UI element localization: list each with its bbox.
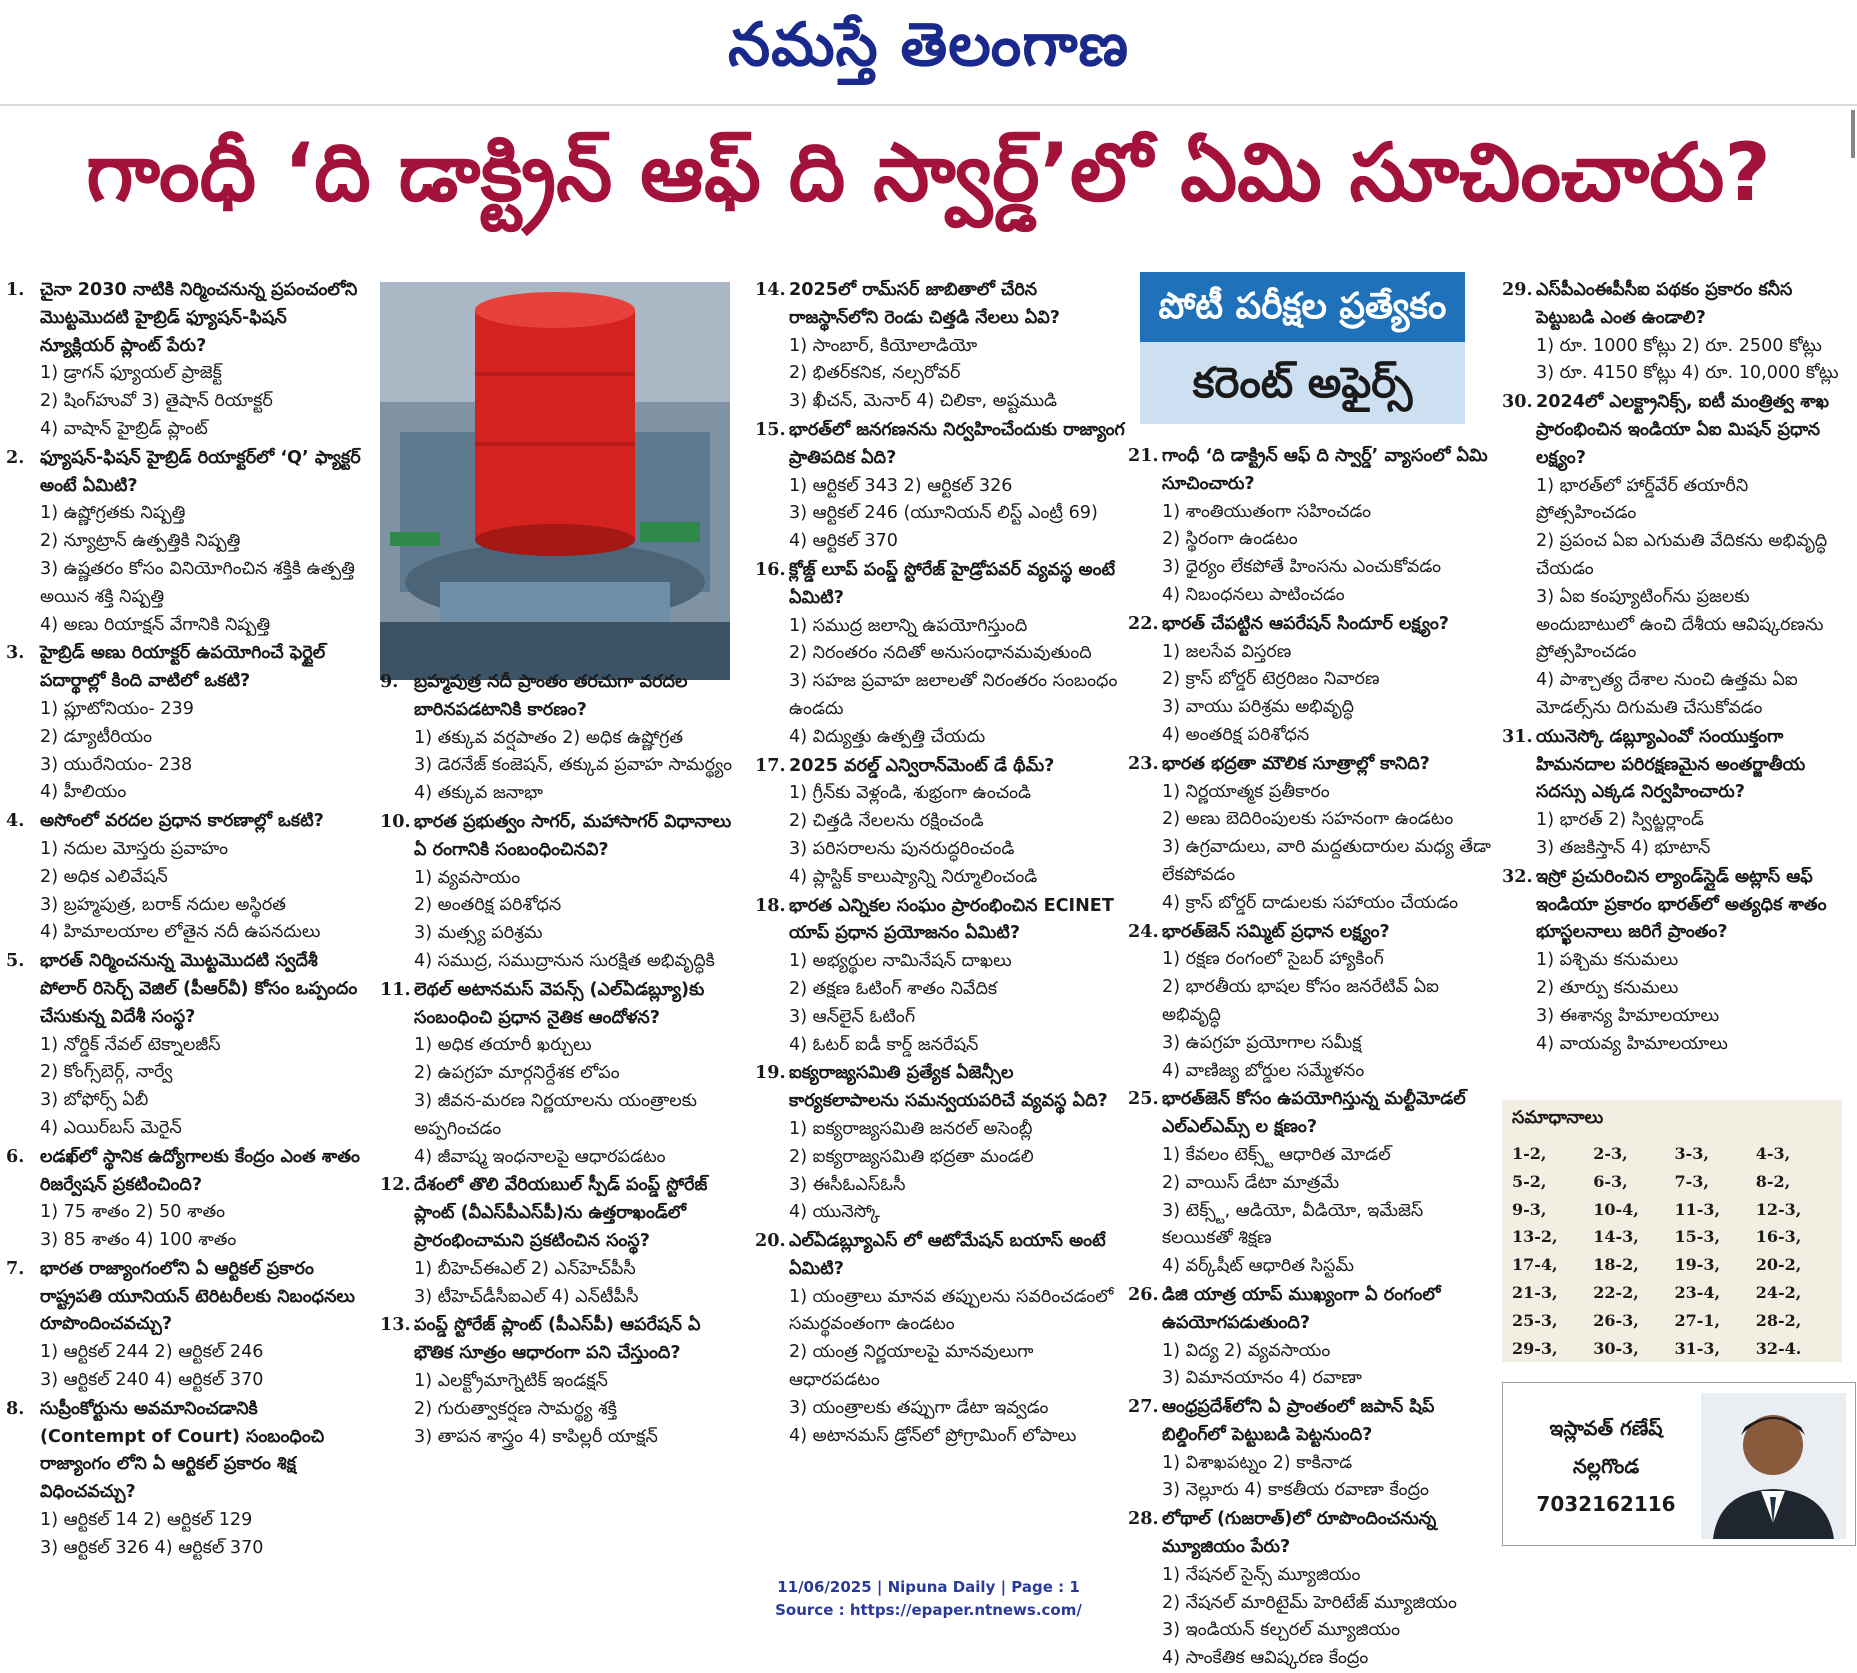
question-number: 12. [380,1174,411,1196]
question-item [755,892,1125,1060]
question-body: పంప్డ్‌ స్టోరేజ్‌ ప్లాంట్‌ (పీఎస్‌పీ) ఆపరేషన్‌ ఏ భౌతిక సూత్రం ఆధారంగా పని చేస్తుంది? [414,1315,701,1364]
question-option: 2) చిత్తడి నేలలను రక్షించండి [789,811,984,832]
question-item [755,276,1125,416]
question-body: భారత్‌ నిర్మించనున్న మొట్టమొదటి స్వదేశీ పోలార్‌ రిసెర్చ్‌ వెజిల్‌ (పీఆర్‌వీ) కోసం ఒప్పందం చేసుకున్న విదేశీ సంస్థ? [40,951,358,1027]
badge-title: పోటీ పరీక్షల ప్రత్యేకం [1140,272,1465,342]
question-number: 15. [755,418,786,440]
question-option: 2) అధిక ఎలివేషన్‌ [40,866,168,887]
question-text [6,1143,366,1200]
answer-cell: 11-3, [1674,1199,1721,1219]
question-item [1128,918,1498,1086]
answer-cell: 2-3, [1593,1144,1628,1163]
question-item [755,416,1125,556]
question-text [6,276,366,360]
question-option: 2) స్థిరంగా ఉండటం [1162,529,1298,550]
column-5 [1502,276,1852,1058]
question-body: భారత్‌జెన్‌ కోసం ఉపయోగిస్తున్న మల్టీమోడల్‌ ఎల్‌ఎల్‌ఎమ్స్‌ ల క్షణం? [1162,1089,1466,1138]
question-option: 3) టీహెచ్‌డీసీఐఎల్‌ 4) ఎన్‌టీపీసీ [414,1286,639,1307]
question-number: 1. [6,279,25,300]
question-number: 7. [6,1257,25,1279]
question-option: 2) అంతరిక్ష పరిశోధన [414,895,562,916]
question-option: 3) ఆర్టికల్‌ 246 (యూనియన్‌ లిస్ట్‌ ఎంట్రీ 69) [789,503,1098,524]
question-option: 1) భారత్‌లో హార్డ్‌వేర్‌ తయారీని ప్రోత్సహించడం [1536,475,1749,524]
question-text [1502,723,1852,807]
question-option: 2) తక్షణ ఓటింగ్‌ శాతం నివేదిక [789,978,998,999]
question-option: 2) కోంగ్స్‌బెర్గ్‌, నార్వే [40,1062,173,1083]
question-number: 14. [755,279,786,300]
question-option: 3) ఏఐ కంప్యూటింగ్‌ను ప్రజలకు అందుబాటులో ఉంచి దేశీయ ఆవిష్కరణను ప్రోత్సహించడం [1536,586,1824,663]
question-option: 1) అభ్యర్థుల నామినేషన్‌ దాఖలు [789,951,1012,972]
badge-subtitle: కరెంట్‌ అఫైర్స్‌ [1192,358,1413,407]
question-text [755,1059,1125,1116]
question-option: 3) ధైర్యం లేకపోతే హింసను ఎంచుకోవడం [1162,557,1442,578]
question-option: 2) నేషనల్‌ మారిటైమ్‌ హెరిటేజ్‌ మ్యూజియం [1162,1592,1457,1613]
question-option: 4) జీవాష్మ ఇంధనాలపై ఆధారపడటం [414,1146,666,1167]
question-option: 3) తాపన శాస్త్రం 4) కాపిల్లరీ యాక్షన్‌ [414,1426,658,1447]
question-body: యునెస్కో డబ్ల్యూఎంవో సంయుక్తంగా హిమనదాల పరిరక్షణమైన అంతర్జాతీయ సదస్సు ఎక్కడ నిర్వహించారు? [1536,726,1806,803]
question-text [1128,918,1498,947]
question-item [755,1227,1125,1450]
question-option: 1) ఎలక్ట్రోమాగ్నెటిక్‌ ఇండక్షన్‌ [414,1370,608,1391]
question-option: 1) రక్షణ రంగంలో సైబర్‌ హ్యాకింగ్‌ [1162,949,1384,970]
question-item [1128,442,1498,610]
answer-cell: 1-2, [1512,1144,1547,1163]
question-text [6,807,366,836]
question-body: భారత్‌ చేపట్టిన ఆపరేషన్‌ సిందూర్‌ లక్ష్యం? [1162,613,1449,634]
question-body: భారత రాజ్యాంగంలోని ఏ ఆర్టికల్‌ ప్రకారం రాష్ట్రపతి యూనియన్‌ టెరిటరీలకు నిబంధనలు రూపొందించవచ్చు? [40,1258,355,1335]
question-number: 19. [755,1062,786,1084]
masthead [0,0,1857,100]
question-option: 3) నెల్లూరు 4) కాకతీయ రవాణా కేంద్రం [1162,1480,1429,1501]
question-option: 1) రూ. 1000 కోట్లు 2) రూ. 2500 కోట్లు [1536,335,1822,356]
question-text [1128,1393,1498,1450]
question-option: 3) ఉష్ణతరం కోసం వినియోగించిన శక్తికి ఉత్పత్తి అయిన శక్తి నిష్పత్తి [40,558,355,607]
question-body: లెథల్‌ అటానమస్‌ వెపన్స్‌ (ఎల్‌ఏడబ్ల్యూ)కు సంబంధించి ప్రధాన నైతిక ఆందోళన? [414,979,705,1028]
question-option: 2) యంత్ర నిర్ణయాలపై మానవులుగా ఆధారపడటం [789,1342,1034,1391]
question-option: 4) హీలియం [40,782,127,803]
question-option: 3) యురేనియం- 238 [40,754,193,775]
answer-cell: 20-2, [1755,1255,1802,1275]
question-option: 2) నిరంతరం నదితో అనుసంధానమవుతుంది [789,643,1092,664]
question-body: క్లోజ్డ్‌ లూప్‌ పంప్డ్‌ స్టోరేజ్‌ హైడ్రోపవర్‌ వ్యవస్థ అంటే ఏమిటి? [789,559,1116,608]
question-item [6,276,366,444]
author-name: ఇస్లావత్‌ గణేష్‌ [1549,1416,1663,1440]
answer-cell: 28-2, [1755,1310,1802,1330]
answer-cell: 32-4. [1755,1338,1802,1358]
question-option: 3) ఈశాన్య హిమాలయాలు [1536,1005,1720,1026]
author-photo [1701,1393,1846,1539]
question-item [1128,610,1498,750]
question-option: 4) క్రాస్‌ బోర్డర్‌ దాడులకు సహాయం చేయడం [1162,892,1459,913]
question-option: 3) వాయు పరిశ్రమ అభివృద్ధి [1162,697,1355,718]
question-number: 8. [6,1397,25,1419]
question-option: 4) వాషాన్‌ హైబ్రిడ్‌ ప్లాంట్‌ [40,418,208,439]
answer-cell: 26-3, [1593,1310,1639,1330]
question-number: 2. [6,446,25,468]
question-option: 1) శాంతియుతంగా సహించడం [1162,501,1372,522]
question-text [1128,442,1498,499]
question-option: 4) నిబంధనలు పాటించడం [1162,584,1345,605]
question-option: 4) విద్యుత్తు ఉత్పత్తి చేయదు [789,726,986,747]
footer [0,1576,1857,1622]
question-number: 22. [1128,612,1159,634]
author-portrait-icon [1701,1393,1846,1539]
question-item [6,444,366,640]
question-body: భారత ప్రభుత్వం సాగర్‌, మహాసాగర్‌ విధానాలు ఏ రంగానికి సంబంధించినవి? [414,811,732,860]
question-number: 5. [6,950,25,972]
question-body: లోథాల్‌ (గుజరాత్‌)లో రూపొందించనున్న మ్యూజియం పేరు? [1162,1509,1437,1558]
answer-cell: 18-2, [1593,1255,1639,1275]
question-number: 30. [1502,391,1533,413]
question-number: 11. [380,978,411,1000]
question-option: 1) ఉష్ణోగ్రతకు నిష్పత్తి [40,503,186,524]
question-option: 4) సాంకేతిక ఆవిష్కరణ కేంద్రం [1162,1648,1369,1669]
answer-cell: 24-2, [1755,1282,1802,1302]
question-option: 2) ప్రపంచ ఏఐ ఎగుమతి వేదికను అభివృద్ధి చేయడం [1536,531,1828,579]
question-body: చైనా 2030 నాటికి నిర్మించనున్న ప్రపంచంలోని మొట్టమొదటి హైబ్రిడ్‌ ఫ్యూషన్‌-ఫిషన్‌ న్యూక్లియర్‌ ప్లాంట్‌ పేరు? [40,280,358,356]
question-number: 18. [755,894,786,916]
question-number: 29. [1502,279,1533,300]
question-option: 1) అధిక తయారీ ఖర్చులు [414,1035,592,1056]
question-option: 3) ఉపగ్రహ ప్రయోగాల సమీక్ష [1162,1032,1362,1053]
question-option: 3) సహజ ప్రవాహ జలాలతో నిరంతరం సంబంధం ఉండదు [789,671,1118,719]
author-place: నల్లగొండ [1572,1454,1640,1478]
question-item [6,1143,366,1255]
question-text [6,947,366,1031]
question-item [1128,750,1498,918]
question-body: ఐక్యరాజ్యసమితి ప్రత్యేక ఏజెన్సీల కార్యకలాపాలను సమన్వయపరిచే వ్యవస్థ ఏది? [789,1063,1108,1112]
question-option: 3) విమానయానం 4) రవాణా [1162,1368,1362,1389]
answer-key-title: సమాధానాలు [1512,1108,1604,1128]
question-body: హైబ్రిడ్‌ అణు రియాక్టర్‌ ఉపయోగించే ఫెర్టైల్‌ పదార్థాల్లో కింది వాటిలో ఒకటి? [40,643,326,692]
question-body: ఎస్‌పీఎంఈపీసీఐ పథకం ప్రకారం కనీస పెట్టుబడి ఎంత ఉండాలి? [1536,280,1793,328]
section-badge [1140,272,1465,424]
question-text [380,808,742,865]
question-text [755,892,1125,949]
question-option: 4) ఎయిర్‌బస్‌ మెరైన్‌ [40,1117,182,1138]
question-text [755,752,1125,781]
question-option: 4) వాణిజ్య బోర్డుల సమ్మేళనం [1162,1060,1365,1081]
question-option: 3) 85 శాతం 4) 100 శాతం [40,1230,237,1251]
question-option: 2) భారతీయ భాషల కోసం జనరేటివ్‌ ఏఐ అభివృద్ధి [1162,977,1439,1025]
question-option: 1) ఆర్టికల్‌ 343 2) ఆర్టికల్‌ 326 [789,475,1013,496]
question-option: 1) పశ్చిమ కనుమలు [1536,950,1679,971]
answer-cell: 16-3, [1755,1227,1802,1247]
question-option: 1) ఆర్టికల్‌ 244 2) ఆర్టికల్‌ 246 [40,1342,264,1363]
question-option: 4) పాశ్చాత్య దేశాల నుంచి ఉత్తమ ఏఐ మోడల్స్‌ను దిగుమతి చేసుకోవడం [1536,670,1798,718]
question-item [1502,723,1852,863]
question-option: 4) అణు రియాక్షన్‌ వేగానికి నిష్పత్తి [40,614,271,635]
question-option: 1) నదుల మోస్తరు ప్రవాహం [40,838,229,859]
answer-cell: 4-3, [1755,1144,1791,1163]
question-option: 3) పరిసరాలను పునరుద్ధరించండి [789,838,1015,859]
question-option: 3) తజకిస్తాన్‌ 4) భూటాన్‌ [1536,837,1711,858]
question-option: 3) ఈసీఓఎస్‌ఓసీ [789,1174,906,1195]
answer-cell: 23-4, [1674,1282,1721,1302]
question-item [1128,1281,1498,1393]
question-number: 20. [755,1230,786,1252]
reactor-photo [380,282,730,680]
headline: గాంధీ ‘ది డాక్ట్రిన్‌ ఆఫ్‌ ది స్వార్డ్‌’లో ఏమి సూచించారు? [86,126,1771,219]
author-card [1502,1382,1856,1546]
question-text [6,1255,366,1339]
question-option: 2) భితర్‌కనిక, నల్సరోవర్‌ [789,363,961,384]
question-text [1502,276,1852,333]
question-option: 3) జీవన-మరణ నిర్ణయాలను యంత్రాలకు అప్పగించడం [414,1090,697,1139]
question-number: 4. [6,810,25,832]
answer-cell: 7-3, [1674,1171,1709,1191]
question-option: 1) నేషనల్‌ సైన్స్‌ మ్యూజియం [1162,1564,1361,1585]
question-option: 3) బ్రహ్మపుత్ర, బరాక్‌ నదుల అస్థిరత [40,894,286,915]
question-number: 16. [755,558,786,580]
question-text [1128,1281,1498,1338]
question-text [1128,1085,1498,1142]
question-body: 2024లో ఎలక్ట్రానిక్స్‌, ఐటీ మంత్రిత్వ శాఖ ప్రారంభించిన ఇండియా ఏఐ మిషన్‌ ప్రధాన లక్ష్యం? [1536,392,1830,468]
answer-cell: 10-4, [1593,1199,1639,1219]
question-number: 17. [755,754,786,776]
column-1 [6,276,366,1563]
question-option: 4) ఓటర్‌ ఐడీ కార్డ్‌ జనరేషన్‌ [789,1034,979,1055]
answer-cell: 25-3, [1512,1310,1558,1330]
question-option: 1) వ్యవసాయం [414,867,521,888]
question-option: 3) ఆర్టికల్‌ 240 4) ఆర్టికల్‌ 370 [40,1370,264,1391]
question-text [380,668,742,725]
question-item [6,947,366,1143]
question-option: 2) క్రాస్‌ బోర్డర్‌ టెర్రరిజం నివారణ [1162,669,1380,690]
question-item [755,752,1125,892]
question-option: 4) హిమాలయాల లోతైన నదీ ఉపనదులు [40,922,321,943]
question-item [6,807,366,947]
answer-cell: 6-3, [1593,1171,1628,1191]
question-body: బ్రహ్మపుత్ర నదీ ప్రాంతం తరచుగా వరదల బారినపడటానికి కారణం? [414,672,688,720]
question-option: 2) ఐక్యరాజ్యసమితి భద్రతా మండలి [789,1146,1034,1167]
question-item [6,1395,366,1563]
question-option: 3) ఖీచన్‌, మెనార్‌ 4) చిలికా, అష్టముడి [789,391,1058,412]
question-item [380,808,742,976]
question-item [1128,1085,1498,1281]
question-option: 1) సముద్ర జలాన్ని ఉపయోగిస్తుంది [789,615,1028,636]
masthead-logo: నమస్తే తెలంగాణ [727,10,1130,80]
question-option: 4) వాయవ్య హిమాలయాలు [1536,1033,1728,1054]
question-option: 1) నోర్డిక్‌ నేవల్‌ టెక్నాలజీస్‌ [40,1034,221,1055]
question-option: 1) విశాఖపట్నం 2) కాకినాడ [1162,1452,1353,1473]
question-item [380,1311,742,1451]
answer-cell: 5-2, [1512,1171,1547,1191]
answer-cell: 15-3, [1674,1227,1721,1247]
question-number: 24. [1128,920,1159,942]
answer-key [1502,1100,1842,1362]
question-item [755,1059,1125,1227]
answer-cell: 12-3, [1755,1199,1802,1219]
question-option: 3) బోఫోర్స్‌ ఏబీ [40,1090,149,1111]
answer-cell: 8-2, [1755,1171,1791,1191]
question-option: 3) రూ. 4150 కోట్లు 4) రూ. 10,000 కోట్లు [1536,363,1839,384]
question-body: భారత ఎన్నికల సంఘం ప్రారంభించిన ECINET యాప్‌ ప్రధాన ప్రయోజనం ఏమిటి? [789,895,1114,944]
footer-source-line: Source : https://epaper.ntnews.com/ [775,1601,1082,1619]
question-body: సుప్రీంకోర్టును అవమానించడానికి (Contempt of Court) సంబంధించి రాజ్యాంగం లోని ఏ ఆర్టికల్‌ ప్రకారం శిక్ష విధించవచ్చు? [40,1398,325,1503]
answer-cell: 27-1, [1674,1310,1721,1330]
question-option: 4) అంతరిక్ష పరిశోధన [1162,724,1310,745]
question-body: గాంధీ ‘ది డాక్ట్రిన్‌ ఆఫ్‌ ది స్వార్డ్‌’ వ్యాసంలో ఏమి సూచించారు? [1162,446,1488,494]
question-number: 27. [1128,1396,1159,1418]
question-option: 4) ప్లాస్టిక్‌ కాలుష్యాన్ని నిర్మూలించండి [789,866,1038,887]
column-3 [755,276,1125,1450]
question-option: 2) వాయిస్‌ డేటా మాత్రమే [1162,1172,1340,1193]
answer-cell: 14-3, [1593,1227,1639,1247]
question-body: భారత భద్రతా మౌలిక సూత్రాల్లో కానిది? [1162,753,1430,774]
question-item [1502,276,1852,388]
question-text [1128,1505,1498,1562]
question-text [380,976,742,1033]
question-text [755,1227,1125,1284]
question-body: దేశంలో తొలి వేరియబుల్‌ స్పీడ్‌ పంప్డ్‌ స్టోరేజ్‌ ప్లాంట్‌ (వీఎస్‌పీఎస్‌పీ)ను ఉత్తరాఖండ్‌లో ప్రారంభించామని ప్రకటించిన సంస్థ? [414,1175,708,1251]
question-body: డిజి యాత్ర యాప్‌ ముఖ్యంగా ఏ రంగంలో ఉపయోగపడుతుంది? [1162,1284,1441,1333]
question-option: 3) టెక్స్ట్‌, ఆడియో, వీడియో, ఇమేజెస్‌ కలయికతో శిక్షణ [1162,1200,1424,1249]
question-body: లడఖ్‌లో స్థానిక ఉద్యోగాలకు కేంద్రం ఎంత శాతం రిజర్వేషన్‌ ప్రకటించింది? [40,1146,360,1195]
column-2 [380,668,742,1451]
question-option: 4) ఆర్టికల్‌ 370 [789,531,898,552]
question-body: ఫ్యూషన్‌-ఫిషన్‌ హైబ్రిడ్‌ రియాక్టర్‌లో ‘Q’ ఫ్యాక్టర్‌ అంటే ఏమిటి? [40,447,361,496]
answer-cell: 22-2, [1593,1282,1639,1302]
author-info [1511,1409,1701,1523]
question-number: 25. [1128,1088,1159,1110]
question-option: 1) నిర్ణయాత్మక ప్రతీకారం [1162,781,1330,802]
question-option: 1) బీహెచ్‌ఈఎల్‌ 2) ఎన్‌హెచ్‌పీసీ [414,1258,636,1279]
question-body: భారత్‌జెన్‌ సమ్మిట్‌ ప్రధాన లక్ష్యం? [1162,921,1390,942]
question-text [6,444,366,501]
question-number: 28. [1128,1508,1159,1530]
question-item [1502,388,1852,723]
question-body: భారత్‌లో జనగణనను నిర్వహించేందుకు రాజ్యాంగ ప్రాతిపదిక ఏది? [789,419,1125,468]
question-option: 3) ఆర్టికల్‌ 326 4) ఆర్టికల్‌ 370 [40,1537,264,1558]
question-text [1502,388,1852,472]
question-option: 2) న్యూట్రాన్‌ ఉత్పత్తికి నిష్పత్తి [40,531,241,552]
question-text [755,416,1125,473]
question-item [1128,1393,1498,1505]
question-option: 4) అటానమస్‌ డ్రోన్‌లో ప్రోగ్రామింగ్‌ లోపాలు [789,1425,1077,1446]
question-item [380,668,742,808]
question-option: 4) యునెస్కో [789,1202,880,1223]
answer-grid [1512,1140,1837,1362]
question-number: 9. [380,671,399,692]
answer-cell: 21-3, [1512,1282,1558,1302]
answer-cell: 30-3, [1593,1338,1639,1358]
question-item [6,1255,366,1395]
question-item [380,976,742,1172]
question-option: 1) ప్లూటోనియం- 239 [40,698,194,719]
question-option: 2) అణు బెదిరింపులకు సహనంగా ఉండటం [1162,809,1454,830]
question-number: 23. [1128,752,1159,774]
question-number: 3. [6,642,25,664]
question-body: ఎల్‌ఏడబ్ల్యూఎస్‌ లో ఆటోమేషన్‌ బయాస్‌ అంటే ఏమిటి? [789,1231,1106,1279]
question-option: 1) యంత్రాలు మానవ తప్పులను సవరించడంలో సమర్థవంతంగా ఉండటం [789,1286,1114,1335]
question-option: 3) ఇండియన్‌ కల్చరల్‌ మ్యూజియం [1162,1620,1401,1641]
question-text [755,276,1125,333]
masthead-divider [0,104,1857,106]
question-number: 31. [1502,725,1533,747]
question-number: 26. [1128,1283,1159,1305]
question-option: 2) షింగ్‌హువో 3) తైషాన్‌ రియాక్టర్‌ [40,391,273,412]
question-option: 1) తక్కువ వర్షపాతం 2) అధిక ఉష్ణోగ్రత [414,727,684,748]
question-option: 1) ఆర్టికల్‌ 14 2) ఆర్టికల్‌ 129 [40,1510,253,1531]
question-option: 1) ఐక్యరాజ్యసమితి జనరల్‌ అసెంబ్లీ [789,1118,1033,1139]
answer-cell: 29-3, [1512,1338,1558,1358]
question-text [6,1395,366,1507]
question-number: 32. [1502,865,1533,887]
question-text [1128,750,1498,779]
question-option: 1) సాంబార్‌, కియోలాడియో [789,335,978,356]
question-text [755,556,1125,613]
answer-cell: 19-3, [1674,1255,1721,1275]
question-option: 2) తూర్పు కనుమలు [1536,977,1679,998]
question-option: 1) కేవలం టెక్స్ట్‌ ఆధారిత మోడల్‌ [1162,1144,1391,1165]
question-option: 3) ఆన్‌లైన్‌ ఓటింగ్‌ [789,1006,916,1027]
question-number: 6. [6,1145,25,1167]
question-item [1502,863,1852,1059]
answer-cell: 3-3, [1674,1144,1709,1163]
answer-cell: 31-3, [1674,1338,1721,1358]
question-number: 21. [1128,445,1159,466]
answer-cell: 9-3, [1512,1199,1547,1219]
question-option: 1) జలసేవ విస్తరణ [1162,641,1292,662]
question-option: 4) వర్క్‌షీట్‌ ఆధారిత సిస్టమ్‌ [1162,1256,1354,1277]
author-phone: 7032162116 [1536,1492,1676,1516]
reactor-illustration [380,282,730,680]
question-text [6,639,366,696]
question-option: 1) విద్య 2) వ్యవసాయం [1162,1340,1331,1361]
question-option: 1) 75 శాతం 2) 50 శాతం [40,1202,226,1223]
question-option: 3) యంత్రాలకు తప్పుగా డేటా ఇవ్వడం [789,1397,1049,1418]
question-item [380,1171,742,1311]
question-option: 4) తక్కువ జనాభా [414,783,543,804]
question-option: 2) డ్యూటీరియం [40,726,153,747]
question-number: 10. [380,810,411,832]
question-text [1128,610,1498,639]
question-option: 2) గురుత్వాకర్షణ సామర్థ్య శక్తి [414,1398,617,1419]
question-option: 2) ఉపగ్రహ మార్గనిర్దేశక లోపం [414,1063,620,1084]
question-option: 3) ఉగ్రవాదులు, వారి మద్దతుదారుల మధ్య తేడా లేకపోవడం [1162,837,1491,885]
question-option: 1) భారత్‌ 2) స్విట్జర్లాండ్‌ [1536,810,1704,831]
question-option: 3) మత్స్య పరిశ్రమ [414,923,543,944]
question-option: 3) డెరనేజ్‌ కంజెషన్‌, తక్కువ ప్రవాహ సామర్థ్యం [414,755,732,776]
question-number: 13. [380,1314,411,1336]
question-text [380,1311,742,1368]
question-text [1502,863,1852,947]
question-option: 1) డ్రాగన్‌ ఫ్యూయల్‌ ప్రాజెక్ట్‌ [40,363,222,384]
question-text [380,1171,742,1255]
question-body: అసోంలో వరదల ప్రధాన కారణాల్లో ఒకటి? [40,811,324,832]
question-body: 2025 వరల్డ్‌ ఎన్విరాన్‌మెంట్‌ డే థీమ్‌? [789,755,1055,776]
column-4 [1128,442,1498,1673]
answer-cell: 17-4, [1512,1255,1558,1275]
answer-cell: 13-2, [1512,1227,1558,1247]
question-body: ఇస్రో ప్రచురించిన ల్యాండ్‌స్లైడ్‌ అట్లాస్‌ ఆఫ్‌ ఇండియా ప్రకారం భారత్‌లో అత్యధిక శాతం భూస్ఖలనాలు జరిగే ప్రాంతం? [1536,866,1827,943]
footer-date-line: 11/06/2025 | Nipuna Daily | Page : 1 [777,1578,1080,1596]
question-option: 4) సముద్ర, సముద్రానున సురక్షిత అభివృద్ధికి [414,950,715,971]
question-body: ఆంధ్రప్రదేశ్‌లోని ఏ ప్రాంతంలో జపాన్‌ షిప్‌ బిల్డింగ్‌లో పెట్టుబడి పెట్టనుంది? [1162,1397,1435,1445]
question-item [6,639,366,807]
question-item [755,556,1125,752]
question-body: 2025లో రామ్‌సర్‌ జాబితాలో చేరిన రాజస్థాన్‌లోని రెండు చిత్తడి నేలలు ఏవి? [789,280,1060,328]
question-option: 1) గ్రీన్‌కు వెళ్లండి, శుభ్రంగా ఉంచండి [789,783,1032,804]
